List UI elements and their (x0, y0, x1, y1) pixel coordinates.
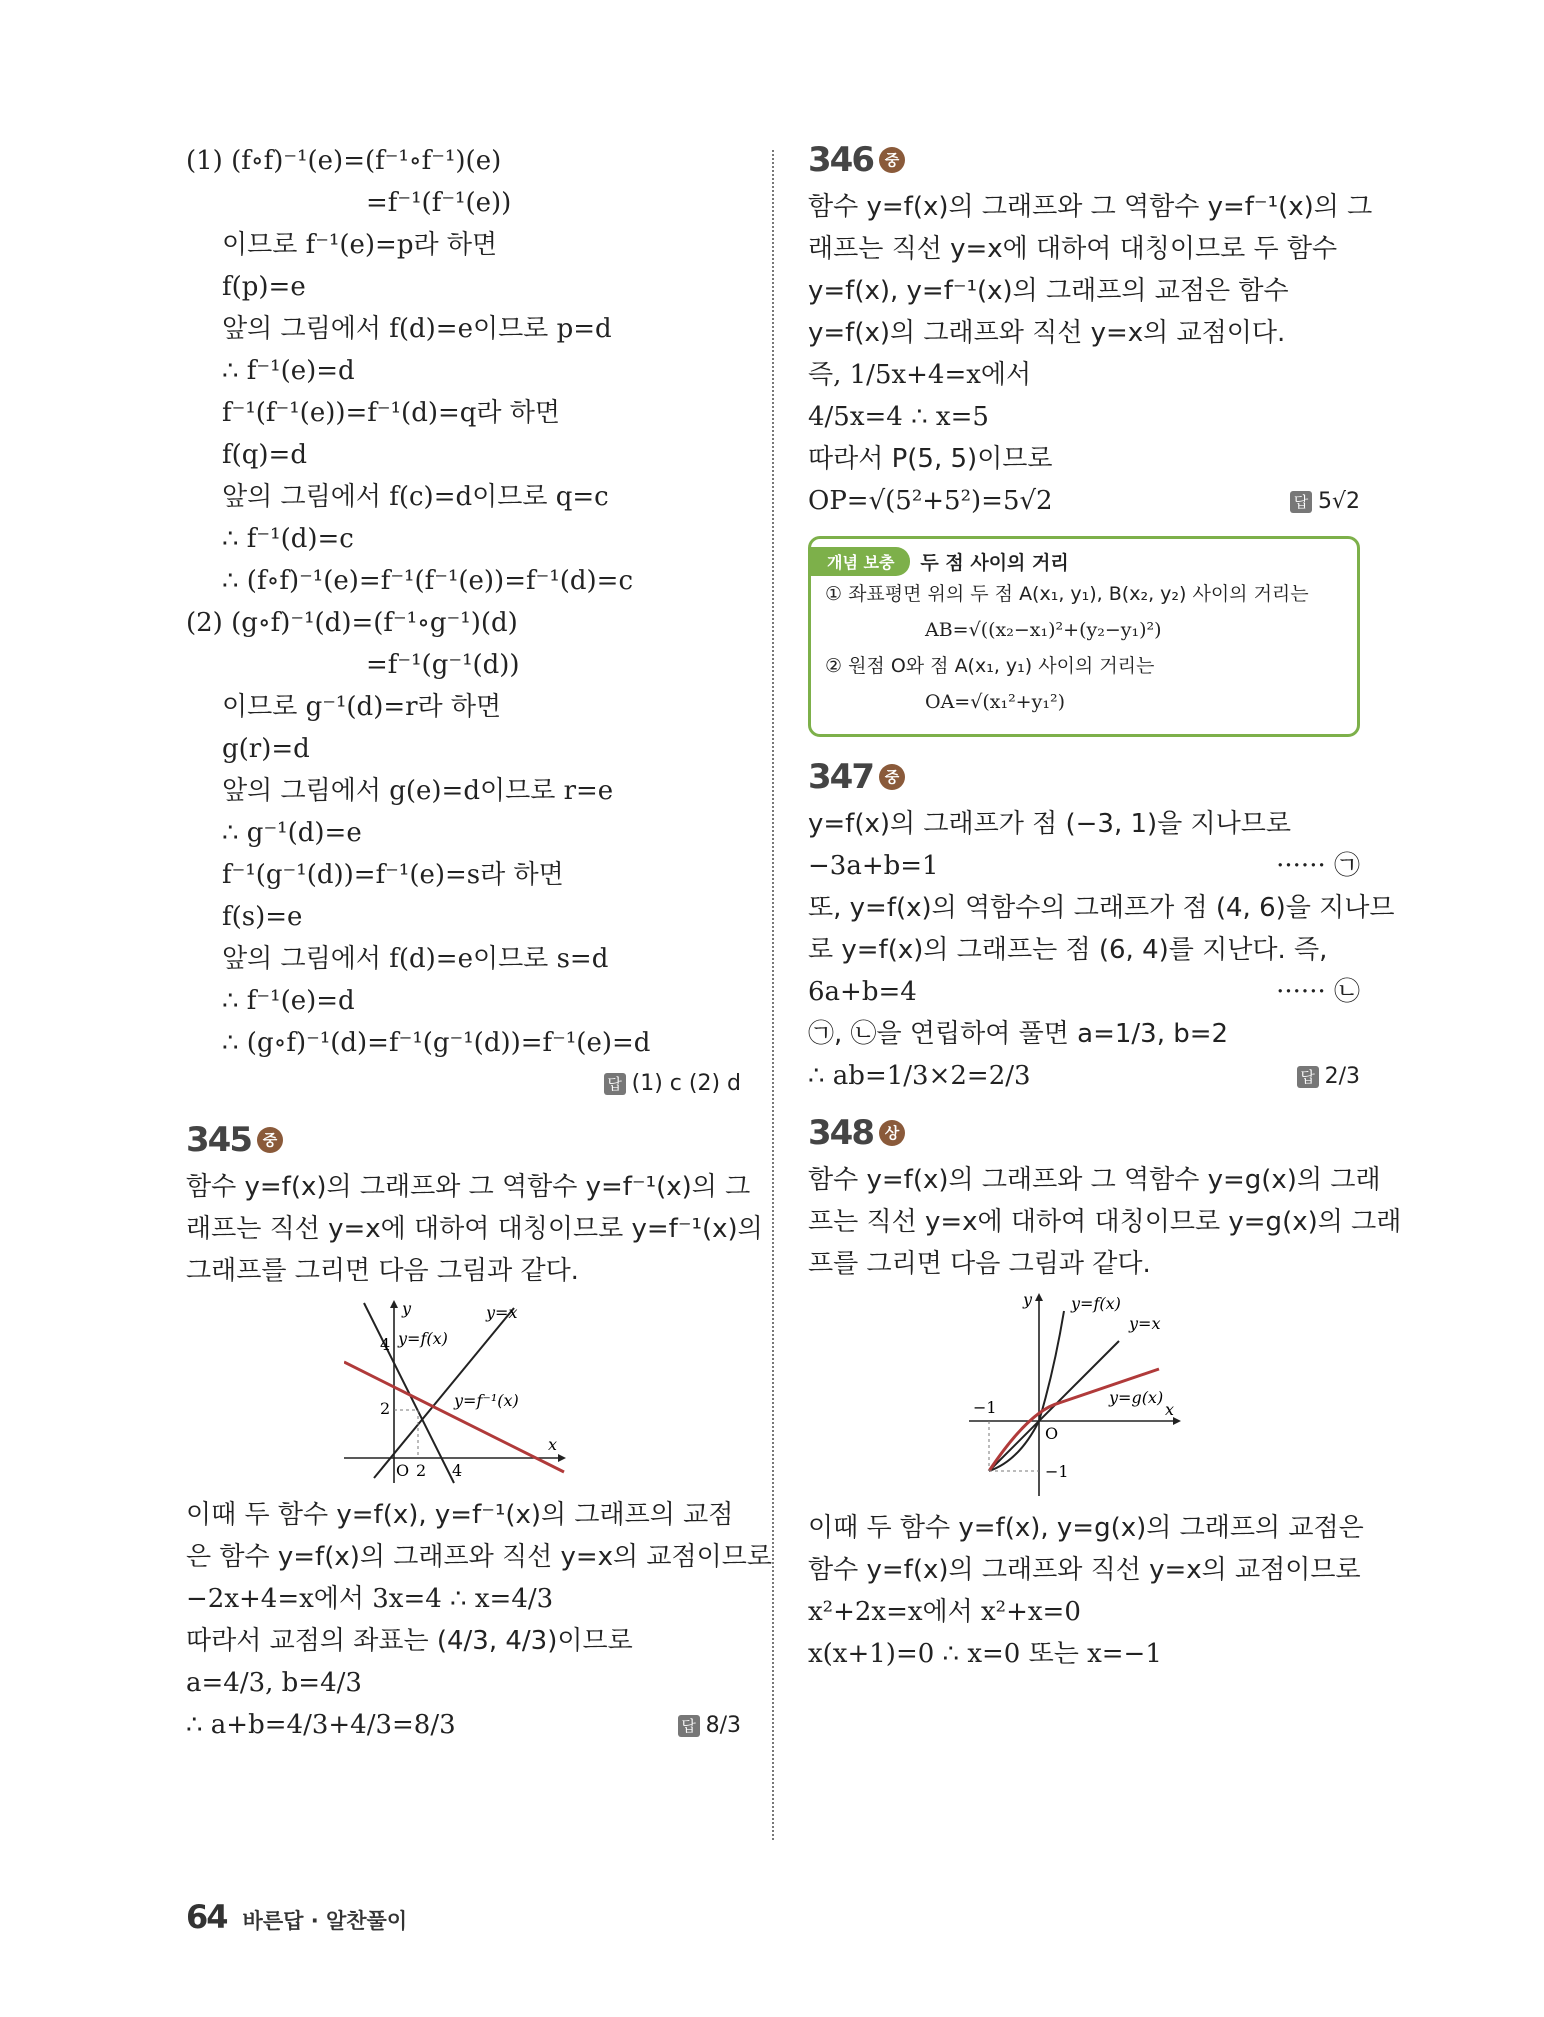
concept-formula: OA=√(x₁²+y₁²) (925, 691, 1065, 713)
answer-mark: 답 (1290, 491, 1312, 513)
line: 이때 두 함수 y=f(x), y=f⁻¹(x)의 그래프의 교점 (186, 1500, 734, 1530)
line: f(s)=e (222, 902, 303, 932)
concept-tag: 개념 보충 (811, 547, 910, 576)
line: OP=√(5²+5²)=5√2 (808, 486, 1053, 516)
line: ∴ f⁻¹(e)=d (222, 356, 355, 386)
line: g(r)=d (222, 734, 310, 764)
difficulty-badge: 중 (879, 147, 905, 173)
right-column (808, 140, 1402, 1675)
concept-title: 두 점 사이의 거리 (920, 552, 1069, 574)
x-axis-label: x (1165, 1400, 1175, 1419)
line: 프를 그리면 다음 그림과 같다. (808, 1249, 1151, 1279)
graph-345 (344, 1298, 584, 1488)
line: 이므로 f⁻¹(e)=p라 하면 (222, 230, 498, 260)
line-label: y=x (485, 1303, 517, 1322)
line: 이때 두 함수 y=f(x), y=g(x)의 그래프의 교점은 (808, 1513, 1364, 1543)
concept-box (808, 536, 1360, 737)
line: 또, y=f(x)의 역함수의 그래프가 점 (4, 6)을 지나므 (808, 893, 1395, 923)
concept-item: ② 원점 O와 점 A(x₁, y₁) 사이의 거리는 (825, 655, 1155, 677)
tick-label: 2 (379, 1399, 390, 1418)
equation-marker: ······ ㉠ (1276, 851, 1360, 881)
line: 따라서 P(5, 5)이므로 (808, 444, 1053, 474)
answer-text: 8/3 (705, 1713, 741, 1738)
origin-label: O (395, 1461, 409, 1480)
left-column (186, 140, 773, 1746)
line: (1) (f∘f)⁻¹(e)=(f⁻¹∘f⁻¹)(e) (186, 146, 502, 176)
difficulty-badge: 중 (257, 1127, 283, 1153)
line: −2x+4=x에서 3x=4 ∴ x=4/3 (186, 1584, 554, 1614)
x-axis-label: x (547, 1435, 557, 1454)
line: 래프는 직선 y=x에 대하여 대칭이므로 y=f⁻¹(x)의 (186, 1214, 763, 1244)
line: ∴ g⁻¹(d)=e (222, 818, 362, 848)
line: =f⁻¹(g⁻¹(d)) (366, 650, 520, 680)
line: f⁻¹(f⁻¹(e))=f⁻¹(d)=q라 하면 (222, 398, 561, 428)
line: 따라서 교점의 좌표는 (4/3, 4/3)이므로 (186, 1626, 633, 1656)
difficulty-badge: 상 (879, 1120, 905, 1146)
line: ∴ (g∘f)⁻¹(d)=f⁻¹(g⁻¹(d))=f⁻¹(e)=d (222, 1028, 651, 1058)
line: 즉, 1/5x+4=x에서 (808, 360, 1032, 390)
book-title: 바른답 · 알찬풀이 (242, 1909, 408, 1933)
y-axis-label: y (401, 1299, 411, 1318)
page-number: 64 (186, 1898, 227, 1936)
concept-item: ① 좌표평면 위의 두 점 A(x₁, y₁), B(x₂, y₂) 사이의 거리는 (825, 583, 1309, 605)
problem-number: 346 (808, 140, 873, 180)
line: 그래프를 그리면 다음 그림과 같다. (186, 1256, 579, 1286)
answer-text: 2/3 (1324, 1064, 1360, 1089)
line: 프는 직선 y=x에 대하여 대칭이므로 y=g(x)의 그래 (808, 1207, 1402, 1237)
line: f⁻¹(g⁻¹(d))=f⁻¹(e)=s라 하면 (222, 860, 564, 890)
line: x²+2x=x에서 x²+x=0 (808, 1597, 1081, 1627)
difficulty-badge: 중 (879, 764, 905, 790)
line: ∴ (f∘f)⁻¹(e)=f⁻¹(f⁻¹(e))=f⁻¹(d)=c (222, 566, 634, 596)
line: ㉠, ㉡을 연립하여 풀면 a=1/3, b=2 (808, 1019, 1229, 1049)
tick-label: −1 (973, 1398, 997, 1417)
graph-348 (969, 1291, 1199, 1501)
line: 앞의 그림에서 f(d)=e이므로 p=d (222, 314, 612, 344)
line: =f⁻¹(f⁻¹(e)) (366, 188, 512, 218)
curve-label: y=f(x) (1071, 1294, 1121, 1313)
problem-number: 348 (808, 1113, 873, 1153)
problem-header-347 (808, 757, 1360, 797)
line: 이므로 g⁻¹(d)=r라 하면 (222, 692, 502, 722)
page-footer (186, 1898, 407, 1936)
line: x(x+1)=0 ∴ x=0 또는 x=−1 (808, 1639, 1162, 1669)
line: f(q)=d (222, 440, 307, 470)
line: ∴ f⁻¹(e)=d (222, 986, 355, 1016)
line: ∴ a+b=4/3+4/3=8/3 (186, 1710, 456, 1740)
tick-label: 4 (451, 1461, 462, 1480)
line-label: y=x (1129, 1314, 1161, 1333)
concept-formula: AB=√((x₂−x₁)²+(y₂−y₁)²) (925, 619, 1162, 641)
line: 앞의 그림에서 f(d)=e이므로 s=d (222, 944, 609, 974)
line: ∴ ab=1/3×2=2/3 (808, 1061, 1031, 1091)
line: 앞의 그림에서 f(c)=d이므로 q=c (222, 482, 609, 512)
answer-text: 5√2 (1317, 489, 1360, 514)
problem-header-346 (808, 140, 1360, 180)
origin-label: O (1045, 1424, 1059, 1443)
curve-label: y=g(x) (1109, 1388, 1164, 1407)
line: (2) (g∘f)⁻¹(d)=(f⁻¹∘g⁻¹)(d) (186, 608, 518, 638)
equation: 6a+b=4 (808, 977, 917, 1007)
line: f(p)=e (222, 272, 306, 302)
problem-number: 347 (808, 757, 873, 797)
line: 함수 y=f(x)의 그래프와 그 역함수 y=f⁻¹(x)의 그 (186, 1172, 751, 1202)
line: 앞의 그림에서 g(e)=d이므로 r=e (222, 776, 614, 806)
line: a=4/3, b=4/3 (186, 1668, 362, 1698)
problem-header-345 (186, 1120, 741, 1160)
equation-row (808, 971, 1360, 1013)
tick-label: 4 (379, 1335, 390, 1354)
answer-mark: 답 (1297, 1066, 1319, 1088)
y-axis-label: y (1023, 1291, 1033, 1309)
answer-text: (1) c (2) d (631, 1071, 741, 1096)
equation: −3a+b=1 (808, 851, 939, 881)
problem-number: 345 (186, 1120, 251, 1160)
line: ∴ f⁻¹(d)=c (222, 524, 354, 554)
tick-label: −1 (1045, 1462, 1069, 1481)
equation-row (808, 845, 1360, 887)
line: 함수 y=f(x)의 그래프와 직선 y=x의 교점이므로 (808, 1555, 1361, 1585)
problem-header-348 (808, 1113, 1360, 1153)
concept-header (811, 547, 1343, 576)
line-label: y=f(x) (397, 1329, 448, 1348)
line-label: y=f⁻¹(x) (453, 1391, 519, 1410)
equation-marker: ······ ㉡ (1276, 977, 1360, 1007)
tick-label: 2 (415, 1461, 426, 1480)
line: y=f(x), y=f⁻¹(x)의 그래프의 교점은 함수 (808, 276, 1289, 306)
line: 로 y=f(x)의 그래프는 점 (6, 4)를 지난다. 즉, (808, 935, 1328, 965)
answer-mark: 답 (678, 1715, 700, 1737)
line: 4/5x=4 ∴ x=5 (808, 402, 989, 432)
line: y=f(x)의 그래프와 직선 y=x의 교점이다. (808, 318, 1286, 348)
line: y=f(x)의 그래프가 점 (−3, 1)을 지나므로 (808, 809, 1292, 839)
line: 함수 y=f(x)의 그래프와 그 역함수 y=g(x)의 그래 (808, 1165, 1381, 1195)
line: 함수 y=f(x)의 그래프와 그 역함수 y=f⁻¹(x)의 그 (808, 192, 1373, 222)
line: 은 함수 y=f(x)의 그래프와 직선 y=x의 교점이므로 (186, 1542, 773, 1572)
answer-line (186, 1064, 741, 1104)
line: 래프는 직선 y=x에 대하여 대칭이므로 두 함수 (808, 234, 1338, 264)
column-divider (772, 150, 774, 1840)
answer-mark: 답 (604, 1073, 626, 1095)
